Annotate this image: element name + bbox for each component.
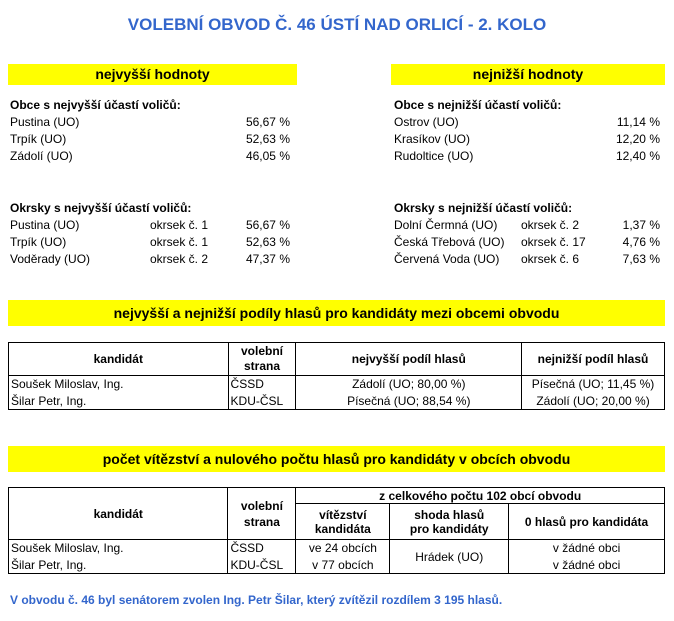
col-strana	[228, 488, 296, 540]
lowest-obce-title: Obce s nejnižší účastí voličů:	[394, 98, 562, 112]
lowest-obce-value: 12,40 %	[615, 149, 660, 163]
col-group: z celkového počtu 102 obcí obvodu	[296, 488, 665, 504]
lowest-okrsky-name: Červená Voda (UO)	[394, 252, 500, 266]
highest-obce-name: Pustina (UO)	[10, 115, 80, 129]
highest-header: nejvyšší hodnoty	[8, 64, 297, 85]
cell-strana: KDU-ČSL	[228, 393, 296, 410]
cell-vitezstvi: ve 24 obcích	[296, 540, 390, 557]
table-row	[9, 376, 665, 393]
lowest-okrsky-value: 7,63 %	[622, 252, 660, 266]
lowest-okrsky-value: 4,76 %	[622, 235, 660, 249]
col-strana	[228, 343, 296, 376]
footer-note: V obvodu č. 46 byl senátorem zvolen Ing. Petr Šilar, který zvítězil rozdílem 3 195 hlasů.	[10, 593, 503, 607]
cell-kandidat: Šilar Petr, Ing.	[9, 557, 228, 574]
col-strana-line2: strana	[243, 359, 281, 373]
cell-zero: v žádné obci	[509, 557, 665, 574]
col-kandidat: kandidát	[9, 343, 229, 376]
highest-obce-name: Trpík (UO)	[10, 132, 67, 146]
lowest-okrsky-name: Česká Třebová (UO)	[394, 235, 505, 249]
col-kandidat: kandidát	[9, 488, 228, 540]
highest-okrsky-name: Trpík (UO)	[10, 235, 67, 249]
cell-min: Písečná (UO; 11,45 %)	[522, 376, 665, 393]
highest-okrsky-value: 56,67 %	[245, 218, 290, 232]
shares-table	[8, 342, 665, 410]
col-strana-line2: strana	[243, 514, 280, 529]
wins-table	[8, 487, 665, 574]
cell-strana: ČSSD	[228, 376, 296, 393]
highest-okrsky-value: 52,63 %	[245, 235, 290, 249]
cell-kandidat: Šilar Petr, Ing.	[9, 393, 229, 410]
cell-kandidat: Soušek Miloslav, Ing.	[9, 540, 228, 557]
cell-kandidat: Soušek Miloslav, Ing.	[9, 376, 229, 393]
col-shoda-line2: pro kandidáty	[409, 521, 489, 536]
lowest-okrsky-value: 1,37 %	[622, 218, 660, 232]
lowest-obce-name: Rudoltice (UO)	[394, 149, 474, 163]
highest-okrsky-name: Voděrady (UO)	[10, 252, 91, 266]
lowest-obce-value: 12,20 %	[615, 132, 660, 146]
lowest-okrsky-name: Dolní Čermná (UO)	[394, 218, 498, 232]
highest-okrsky-value: 47,37 %	[245, 252, 290, 266]
highest-obce-value: 56,67 %	[245, 115, 290, 129]
table-row	[9, 540, 665, 557]
col-min: nejnižší podíl hlasů	[522, 343, 665, 376]
table-row	[9, 557, 665, 574]
lowest-header: nejnižší hodnoty	[391, 64, 665, 85]
cell-max: Zádolí (UO; 80,00 %)	[296, 376, 522, 393]
lowest-okrsky-okrsek: okrsek č. 2	[521, 218, 580, 232]
col-max: nejvyšší podíl hlasů	[296, 343, 522, 376]
lowest-obce-name: Krasíkov (UO)	[394, 132, 471, 146]
col-strana-line1: volební	[240, 498, 283, 513]
col-vitezstvi-line2: kandidáta	[314, 521, 371, 536]
col-shoda	[390, 504, 509, 540]
cell-max: Písečná (UO; 88,54 %)	[296, 393, 522, 410]
highest-okrsky-okrsek: okrsek č. 1	[150, 235, 209, 249]
table-row	[9, 393, 665, 410]
highest-obce-value: 52,63 %	[245, 132, 290, 146]
col-zero: 0 hlasů pro kandidáta	[509, 504, 665, 540]
lowest-obce-name: Ostrov (UO)	[394, 115, 459, 129]
cell-zero: v žádné obci	[509, 540, 665, 557]
cell-strana: ČSSD	[228, 540, 296, 557]
highest-obce-value: 46,05 %	[245, 149, 290, 163]
lowest-okrsky-title: Okrsky s nejnižší účastí voličů:	[394, 201, 573, 215]
col-vitezstvi-line1: vítězství	[319, 507, 367, 522]
cell-shoda: Hrádek (UO)	[390, 540, 509, 574]
highest-okrsky-okrsek: okrsek č. 2	[150, 252, 209, 266]
wins-header: počet vítězství a nulového počtu hlasů pro kandidáty v obcích obvodu	[8, 446, 665, 472]
highest-okrsky-name: Pustina (UO)	[10, 218, 80, 232]
lowest-okrsky-okrsek: okrsek č. 6	[521, 252, 580, 266]
shares-header: nejvyšší a nejnižší podíly hlasů pro kandidáty mezi obcemi obvodu	[8, 300, 665, 326]
col-shoda-line1: shoda hlasů	[414, 507, 485, 522]
lowest-obce-value: 11,14 %	[616, 115, 660, 129]
col-vitezstvi	[296, 504, 390, 540]
highest-obce-name: Zádolí (UO)	[10, 149, 73, 163]
page-title: VOLEBNÍ OBVOD Č. 46 ÚSTÍ NAD ORLICÍ - 2. KOLO	[127, 15, 547, 34]
col-strana-line1: volební	[241, 344, 284, 358]
lowest-okrsky-okrsek: okrsek č. 17	[521, 235, 586, 249]
highest-okrsky-okrsek: okrsek č. 1	[150, 218, 209, 232]
highest-okrsky-title: Okrsky s nejvyšší účastí voličů:	[10, 201, 192, 215]
highest-obce-title: Obce s nejvyšší účastí voličů:	[10, 98, 181, 112]
cell-vitezstvi: v 77 obcích	[296, 557, 390, 574]
cell-strana: KDU-ČSL	[228, 557, 296, 574]
cell-min: Zádolí (UO; 20,00 %)	[522, 393, 665, 410]
